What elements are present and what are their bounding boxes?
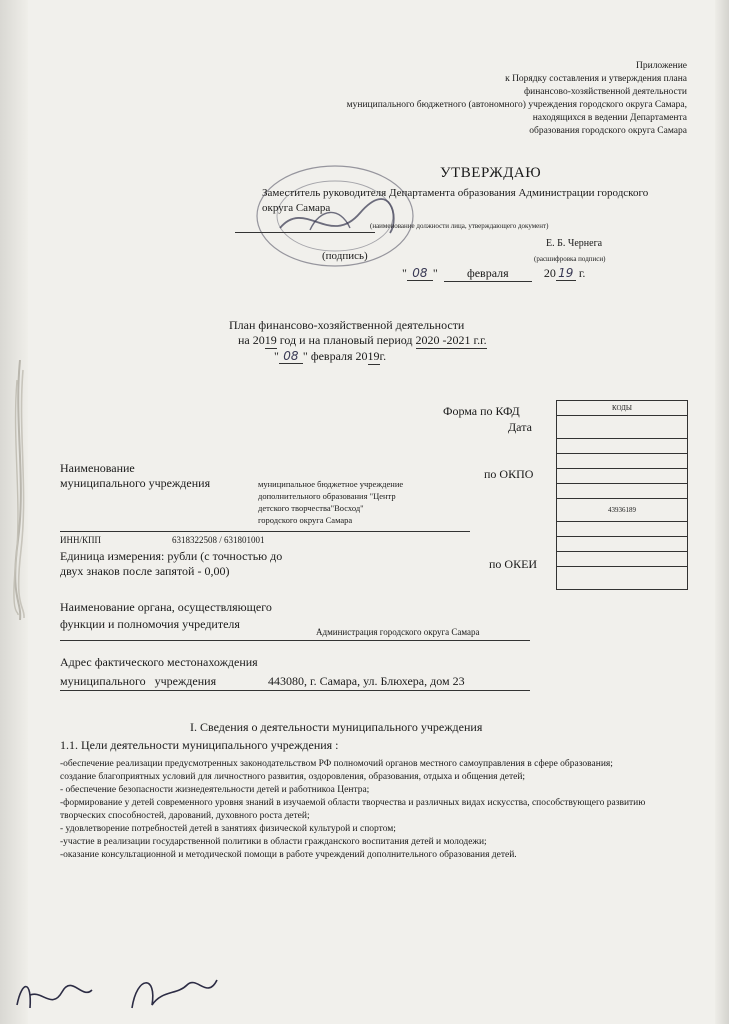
signature-line: [235, 232, 375, 233]
form-kfd-label: Форма по КФД: [443, 404, 520, 418]
appendix-line: находящихся в ведении Департамента: [532, 113, 687, 123]
founder-value: Администрация городского округа Самара: [316, 627, 480, 637]
position-note: (наименование должности лица, утверждающего документ): [370, 222, 549, 230]
codes-date: [557, 439, 687, 454]
date-day: 08: [407, 266, 433, 281]
plan-year: 19: [264, 333, 277, 347]
founder-label-1: Наименование органа, осуществляющего: [60, 600, 272, 614]
codes-kfd: [557, 416, 687, 439]
plan-year-pre: на 20: [238, 333, 265, 347]
goal-item: -формирование у детей современного уровня знаний в изучаемой области творчества и различных видах искусства, способствующего развитию творческих способностей, дарований, духовного роста детей;: [60, 798, 646, 821]
codes-blank: [557, 522, 687, 537]
unit-line-1: Единица измерения: рубли (с точностью до: [60, 549, 283, 563]
form-date-label: Дата: [508, 420, 532, 434]
address-label-1: Адрес фактического местонахождения: [60, 655, 258, 669]
appendix-line: муниципального бюджетного (автономного) учреждения городского округа Самара,: [346, 100, 687, 110]
binding-threads: [10, 360, 30, 620]
institution-name: [258, 478, 403, 526]
address-underline: [60, 690, 530, 691]
codes-blank: [557, 484, 687, 499]
codes-blank: [557, 454, 687, 469]
codes-blank: [557, 552, 687, 567]
page-edge: [715, 0, 729, 1024]
founder-underline: [60, 640, 530, 641]
institution-underline: [60, 531, 470, 532]
signer-note: (расшифровка подписи): [534, 255, 606, 263]
appendix-line: к Порядку составления и утверждения плана: [505, 74, 687, 84]
plan-title-line1: План финансово-хозяйственной деятельности: [229, 318, 465, 332]
approver-position: Заместитель руководителя Департамента образования Администрации городского округа Самара: [262, 187, 649, 214]
inn-value: 6318322508 / 631801001: [172, 535, 265, 545]
institution-name-line: городского округа Самара: [258, 515, 353, 525]
appendix-line: образования городского округа Самара: [529, 126, 687, 136]
date-month: февраля: [444, 266, 532, 282]
okpo-label: по ОКПО: [484, 467, 534, 481]
institution-name-line: муниципальное бюджетное учреждение: [258, 479, 404, 489]
founder-label-2: функции и полномочия учредителя: [60, 617, 240, 631]
goal-item: создание благоприятных условий для личностного развития, оздоровления, образования, отдыха и общения детей;: [60, 772, 526, 782]
codes-header: КОДЫ: [557, 401, 687, 416]
okei-label: по ОКЕИ: [489, 557, 538, 571]
plan-suffix: г.: [379, 349, 387, 363]
codes-table: [556, 400, 688, 590]
approval-date: " 08 " февраля 20 19 г.: [402, 266, 586, 280]
signature-caption: (подпись): [322, 250, 368, 262]
bottom-signatures: [12, 970, 232, 1020]
date-year: 19: [556, 266, 576, 281]
goal-item: -участие в реализации государственной политики в области гражданского воспитания детей и молодежи;: [60, 837, 487, 847]
codes-okpo: 43936189: [557, 499, 687, 522]
section-title: I. Сведения о деятельности муниципального учреждения: [190, 720, 483, 734]
date-year-prefix: 20: [543, 266, 556, 280]
plan-day: 08: [279, 349, 303, 364]
appendix-block: [347, 60, 687, 138]
institution-label-2: муниципального учреждения: [60, 476, 211, 490]
plan-year-mid: год и на плановый период: [276, 333, 416, 347]
appendix-line: финансово-хозяйственной деятельности: [523, 87, 687, 97]
goal-item: - обеспечение безопасности жизнедеятельности детей и работникоа Центра;: [60, 785, 370, 795]
address-label-2: муниципального учреждения: [60, 674, 217, 688]
institution-name-line: детского творчества"Восход": [258, 503, 364, 513]
institution-label-1: Наименование: [60, 461, 135, 475]
approve-heading: УТВЕРЖДАЮ: [440, 165, 542, 181]
plan-title-line2: [238, 333, 487, 349]
plan-month: февраля 20: [310, 349, 368, 363]
goals-list: [60, 758, 680, 862]
plan-period: 2020 -2021 г.г.: [415, 333, 487, 347]
codes-blank: [557, 469, 687, 484]
date-suffix: г.: [578, 266, 586, 280]
goal-item: -обеспечение реализации предусмотренных законодательством РФ полномочий органов местного самоуправления в сфере образования;: [60, 759, 613, 769]
plan-title-line3: " 08 " февраля 2019г.: [274, 349, 387, 363]
unit-line-2: двух знаков после запятой - 0,00): [60, 564, 230, 578]
plan-year-short: 19: [367, 349, 380, 363]
address-value: 443080, г. Самара, ул. Блюхера, дом 23: [268, 674, 465, 688]
goals-heading: 1.1. Цели деятельности муниципального учреждения :: [60, 738, 339, 752]
goal-item: - удовлетворение потребностей детей в занятиях физической культурой и спортом;: [60, 824, 396, 834]
goal-item: -оказание консультационной и методической помощи в работе учреждений дополнительного образования детей.: [60, 850, 517, 860]
codes-okei: [557, 567, 687, 589]
signer-name: Е. Б. Чернега: [546, 238, 603, 249]
institution-name-line: дополнительного образования "Центр: [258, 491, 396, 501]
codes-blank: [557, 537, 687, 552]
appendix-line: Приложение: [636, 61, 687, 71]
inn-label: ИНН/КПП: [60, 535, 102, 545]
